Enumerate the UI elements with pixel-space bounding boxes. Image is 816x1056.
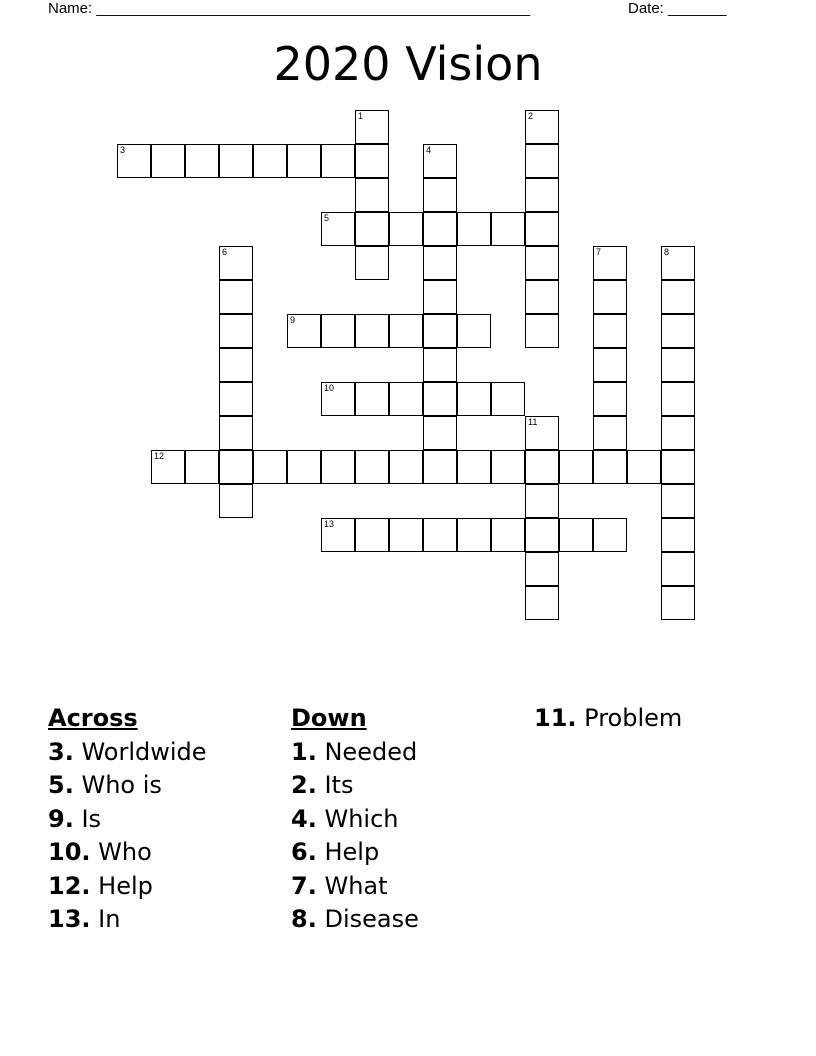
clue-item bbox=[48, 870, 207, 904]
crossword-cell[interactable] bbox=[661, 586, 695, 620]
crossword-cell[interactable] bbox=[355, 450, 389, 484]
crossword-cell[interactable] bbox=[593, 518, 627, 552]
clue-item-text: Who bbox=[98, 838, 152, 866]
crossword-cell[interactable] bbox=[525, 178, 559, 212]
crossword-cell[interactable] bbox=[423, 144, 457, 178]
clue-number: 6 bbox=[222, 247, 228, 257]
crossword-cell[interactable] bbox=[559, 450, 593, 484]
clue-item bbox=[534, 702, 682, 736]
clue-item bbox=[48, 803, 207, 837]
crossword-cell[interactable] bbox=[525, 246, 559, 280]
crossword-cell[interactable] bbox=[457, 450, 491, 484]
crossword-cell[interactable] bbox=[661, 382, 695, 416]
crossword-cell[interactable] bbox=[355, 212, 389, 246]
crossword-cell[interactable] bbox=[389, 382, 423, 416]
clue-item-text: Problem bbox=[584, 704, 683, 732]
crossword-cell[interactable] bbox=[355, 246, 389, 280]
crossword-cell[interactable] bbox=[423, 212, 457, 246]
crossword-cell[interactable] bbox=[355, 144, 389, 178]
down-clues-continued bbox=[534, 702, 682, 736]
clue-number: 11 bbox=[528, 417, 538, 427]
down-heading: Down bbox=[291, 704, 367, 732]
clue-item bbox=[48, 836, 207, 870]
crossword-cell[interactable] bbox=[355, 518, 389, 552]
clue-number: 2 bbox=[528, 111, 534, 121]
clue-item bbox=[291, 870, 419, 904]
crossword-cell[interactable] bbox=[117, 144, 151, 178]
clue-item-text: Help bbox=[98, 871, 153, 900]
crossword-cell[interactable] bbox=[661, 552, 695, 586]
crossword-cell[interactable] bbox=[389, 450, 423, 484]
crossword-cell[interactable] bbox=[525, 416, 559, 450]
clue-item-number: 13. bbox=[48, 905, 91, 933]
crossword-cell[interactable] bbox=[593, 416, 627, 450]
crossword-cell[interactable] bbox=[355, 110, 389, 144]
crossword-cell[interactable] bbox=[287, 450, 321, 484]
clue-item-number: 12. bbox=[48, 871, 91, 900]
clue-item-number: 8. bbox=[291, 905, 317, 933]
crossword-cell[interactable] bbox=[355, 178, 389, 212]
clue-item-number: 6. bbox=[291, 838, 317, 866]
clue-number: 13 bbox=[324, 519, 335, 529]
crossword-cell[interactable] bbox=[423, 450, 457, 484]
crossword-cell[interactable] bbox=[457, 382, 491, 416]
crossword-cell[interactable] bbox=[253, 144, 287, 178]
crossword-cell[interactable] bbox=[525, 450, 559, 484]
clue-item bbox=[291, 803, 419, 837]
crossword-cell[interactable] bbox=[253, 450, 287, 484]
crossword-cell[interactable] bbox=[525, 212, 559, 246]
crossword-cell[interactable] bbox=[525, 586, 559, 620]
crossword-cell[interactable] bbox=[525, 314, 559, 348]
clue-item-number: 5. bbox=[48, 771, 74, 799]
crossword-cell[interactable] bbox=[661, 246, 695, 280]
crossword-cell[interactable] bbox=[287, 144, 321, 178]
crossword-cell[interactable] bbox=[491, 212, 525, 246]
clue-item-text: Disease bbox=[324, 905, 419, 933]
crossword-cell[interactable] bbox=[219, 382, 253, 416]
clue-item bbox=[48, 769, 207, 803]
clue-item-number: 4. bbox=[291, 804, 317, 833]
clue-item-text: In bbox=[98, 905, 121, 933]
clue-item bbox=[291, 769, 419, 803]
clue-number: 8 bbox=[664, 247, 670, 257]
crossword-cell[interactable] bbox=[593, 314, 627, 348]
crossword-cell[interactable] bbox=[525, 484, 559, 518]
crossword-cell[interactable] bbox=[389, 518, 423, 552]
crossword-cell[interactable] bbox=[389, 314, 423, 348]
crossword-cell[interactable] bbox=[151, 144, 185, 178]
clue-number: 10 bbox=[324, 383, 335, 393]
crossword-cell[interactable] bbox=[661, 314, 695, 348]
crossword-cell[interactable] bbox=[525, 280, 559, 314]
crossword-cell[interactable] bbox=[661, 348, 695, 382]
crossword-cell[interactable] bbox=[457, 518, 491, 552]
crossword-cell[interactable] bbox=[661, 280, 695, 314]
clue-item-text: Help bbox=[324, 838, 380, 866]
crossword-cell[interactable] bbox=[661, 518, 695, 552]
clue-item-text: Is bbox=[81, 804, 102, 833]
clue-item-text: Needed bbox=[324, 737, 418, 766]
date-field[interactable]: Date: _______ bbox=[628, 0, 727, 17]
crossword-cell[interactable] bbox=[219, 450, 253, 484]
clue-item bbox=[48, 903, 207, 937]
across-clues bbox=[48, 702, 207, 937]
crossword-cell[interactable] bbox=[661, 484, 695, 518]
crossword-cell[interactable] bbox=[491, 382, 525, 416]
crossword-cell[interactable] bbox=[219, 484, 253, 518]
crossword-cell[interactable] bbox=[593, 246, 627, 280]
clue-item-text: Its bbox=[324, 771, 354, 799]
crossword-cell[interactable] bbox=[321, 382, 355, 416]
page-title: 2020 Vision bbox=[273, 37, 543, 91]
across-heading: Across bbox=[48, 704, 138, 732]
clue-number: 5 bbox=[324, 213, 330, 223]
crossword-cell[interactable] bbox=[457, 314, 491, 348]
clue-number: 4 bbox=[426, 145, 432, 155]
crossword-cell[interactable] bbox=[219, 144, 253, 178]
crossword-cell[interactable] bbox=[219, 314, 253, 348]
clue-number: 7 bbox=[596, 247, 602, 257]
crossword-cell[interactable] bbox=[389, 212, 423, 246]
crossword-cell[interactable] bbox=[593, 280, 627, 314]
crossword-cell[interactable] bbox=[457, 212, 491, 246]
crossword-cell[interactable] bbox=[525, 518, 559, 552]
crossword-cell[interactable] bbox=[423, 246, 457, 280]
clue-item-number: 2. bbox=[291, 771, 317, 799]
clue-number: 1 bbox=[358, 111, 364, 121]
crossword-cell[interactable] bbox=[185, 144, 219, 178]
crossword-cell[interactable] bbox=[559, 518, 593, 552]
crossword-cell[interactable] bbox=[219, 246, 253, 280]
crossword-cell[interactable] bbox=[423, 348, 457, 382]
crossword-cell[interactable] bbox=[423, 178, 457, 212]
clue-item bbox=[291, 903, 419, 937]
clue-number: 12 bbox=[154, 451, 165, 461]
crossword-cell[interactable] bbox=[219, 348, 253, 382]
clue-item bbox=[291, 836, 419, 870]
crossword-cell[interactable] bbox=[287, 314, 321, 348]
clue-item-number: 9. bbox=[48, 804, 74, 833]
clue-number: 9 bbox=[290, 315, 296, 325]
crossword-cell[interactable] bbox=[525, 110, 559, 144]
clue-number: 3 bbox=[120, 145, 126, 155]
crossword-cell[interactable] bbox=[355, 314, 389, 348]
crossword-cell[interactable] bbox=[661, 416, 695, 450]
crossword-cell[interactable] bbox=[219, 280, 253, 314]
clue-item-number: 11. bbox=[534, 704, 577, 732]
name-field[interactable]: Name: ____________________________________________________ bbox=[48, 0, 531, 17]
crossword-cell[interactable] bbox=[151, 450, 185, 484]
crossword-cell[interactable] bbox=[355, 382, 389, 416]
clue-item-number: 3. bbox=[48, 737, 74, 766]
clue-item-text: What bbox=[324, 871, 388, 900]
crossword-cell[interactable] bbox=[423, 382, 457, 416]
crossword-cell[interactable] bbox=[423, 280, 457, 314]
crossword-cell[interactable] bbox=[321, 450, 355, 484]
crossword-cell[interactable] bbox=[593, 348, 627, 382]
crossword-cell[interactable] bbox=[593, 450, 627, 484]
crossword-cell[interactable] bbox=[525, 552, 559, 586]
crossword-cell[interactable] bbox=[423, 416, 457, 450]
crossword-cell[interactable] bbox=[593, 382, 627, 416]
crossword-cell[interactable] bbox=[321, 518, 355, 552]
crossword-cell[interactable] bbox=[661, 450, 695, 484]
crossword-cell[interactable] bbox=[219, 416, 253, 450]
clue-item bbox=[48, 736, 207, 770]
crossword-cell[interactable] bbox=[321, 144, 355, 178]
crossword-cell[interactable] bbox=[321, 212, 355, 246]
clue-item-text: Which bbox=[324, 804, 399, 833]
crossword-cell[interactable] bbox=[491, 518, 525, 552]
clue-item-text: Worldwide bbox=[81, 737, 207, 766]
crossword-cell[interactable] bbox=[491, 450, 525, 484]
clue-item-text: Who is bbox=[81, 771, 162, 799]
crossword-cell[interactable] bbox=[423, 518, 457, 552]
crossword-cell[interactable] bbox=[185, 450, 219, 484]
down-clues bbox=[291, 702, 419, 937]
crossword-cell[interactable] bbox=[423, 314, 457, 348]
crossword-cell[interactable] bbox=[321, 314, 355, 348]
crossword-cell[interactable] bbox=[525, 144, 559, 178]
crossword-cell[interactable] bbox=[627, 450, 661, 484]
clue-item-number: 10. bbox=[48, 838, 91, 866]
clue-item-number: 7. bbox=[291, 871, 317, 900]
clue-item bbox=[291, 736, 419, 770]
clue-item-number: 1. bbox=[291, 737, 317, 766]
